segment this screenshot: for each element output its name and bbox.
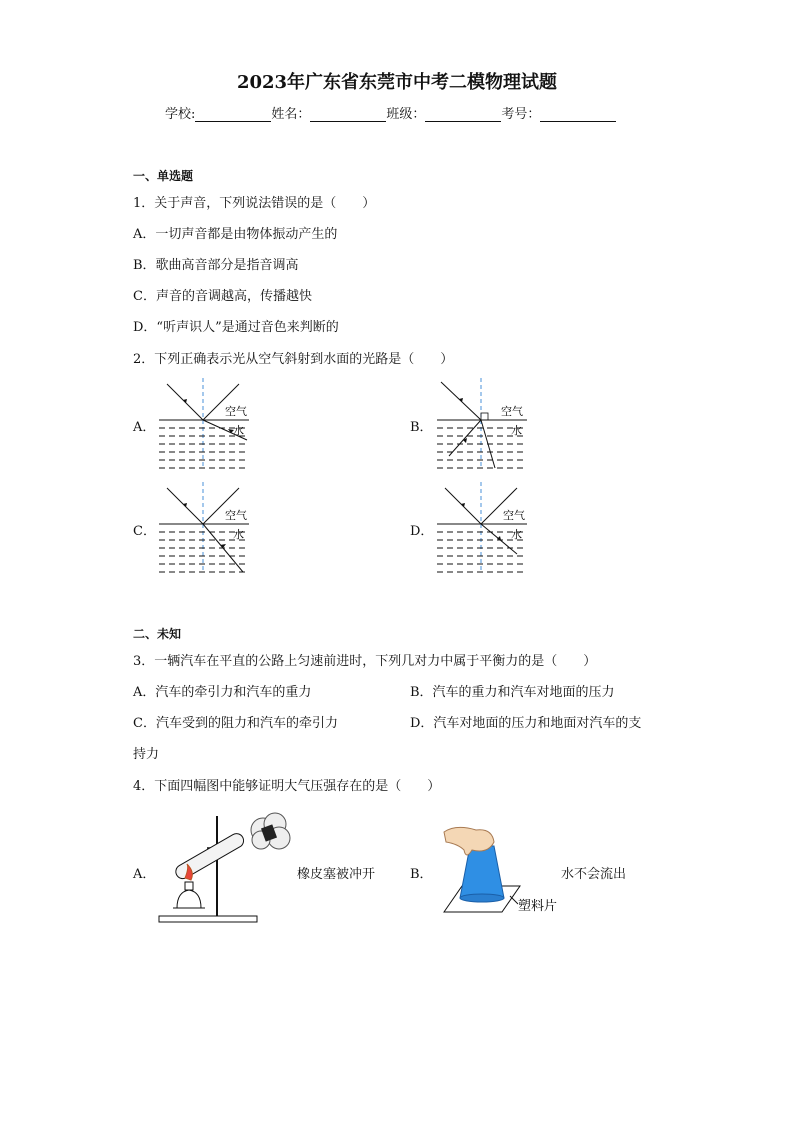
student-info-line [165, 103, 616, 122]
question-2-option-c-letter: C． [133, 524, 156, 539]
question-2-stem: 2．下列正确表示光从空气斜射到水面的光路是（ ） [133, 352, 454, 367]
school-blank [195, 107, 271, 122]
question-3-option-d-continued: 持力 [133, 747, 160, 762]
exam-no-blank [540, 107, 616, 122]
question-1-stem: 1．关于声音，下列说法错误的是（ ） [133, 196, 376, 211]
exam-no-label: 考号： [501, 107, 541, 122]
question-4-option-a-letter: A． [133, 867, 156, 882]
optics-diagram-d [433, 482, 533, 574]
question-3-option-c: C．汽车受到的阻力和汽车的牵引力 [133, 716, 338, 731]
question-3-stem: 3．一辆汽车在平直的公路上匀速前进时，下列几对力中属于平衡力的是（ ） [133, 654, 597, 669]
question-4-caption-a: 橡皮塞被冲开 [297, 867, 376, 882]
section-heading-unknown: 二、未知 [133, 627, 182, 641]
section-heading-single-choice: 一、单选题 [133, 169, 194, 183]
question-2-option-d-letter: D． [410, 524, 434, 539]
school-label: 学校: [165, 107, 196, 122]
question-3-option-d: D．汽车对地面的压力和地面对汽车的支 [410, 716, 642, 731]
water-label: 水 [233, 424, 244, 437]
name-blank [310, 107, 386, 122]
question-1-option-c: C．声音的音调越高，传播越快 [133, 289, 312, 304]
smoke-cloud-icon [251, 813, 290, 849]
air-label: 空气 [501, 405, 523, 418]
experiment-diagram-a [155, 808, 295, 930]
question-4-option-b-letter: B． [410, 867, 433, 882]
water-label: 水 [511, 424, 522, 437]
water-label: 水 [233, 528, 244, 541]
plastic-sheet-label: 塑料片 [518, 899, 558, 914]
class-label: 班级： [386, 107, 426, 122]
air-label: 空气 [503, 509, 525, 522]
air-label: 空气 [225, 509, 247, 522]
optics-diagram-c [155, 482, 255, 574]
question-3-option-a: A．汽车的牵引力和汽车的重力 [133, 685, 312, 700]
experiment-diagram-b [436, 820, 586, 925]
question-2-option-a-letter: A． [133, 420, 156, 435]
question-1-option-d: D．“听声识人”是通过音色来判断的 [133, 320, 339, 335]
question-1-option-b: B．歌曲高音部分是指音调高 [133, 258, 299, 273]
air-label: 空气 [225, 405, 247, 418]
alcohol-lamp-icon [177, 890, 201, 908]
question-3-option-b: B．汽车的重力和汽车对地面的压力 [410, 685, 615, 700]
name-label: 姓名： [271, 107, 311, 122]
optics-diagram-a [155, 378, 255, 470]
question-1-option-a: A．一切声音都是由物体振动产生的 [133, 227, 338, 242]
question-4-caption-b: 水不会流出 [561, 867, 627, 882]
class-blank [425, 107, 501, 122]
page-title: 2023年广东省东莞市中考二模物理试题 [236, 72, 558, 93]
question-4-stem: 4．下面四幅图中能够证明大气压强存在的是（ ） [133, 779, 441, 794]
water-label: 水 [511, 528, 522, 541]
question-2-option-b-letter: B． [410, 420, 433, 435]
optics-diagram-b [433, 378, 533, 470]
